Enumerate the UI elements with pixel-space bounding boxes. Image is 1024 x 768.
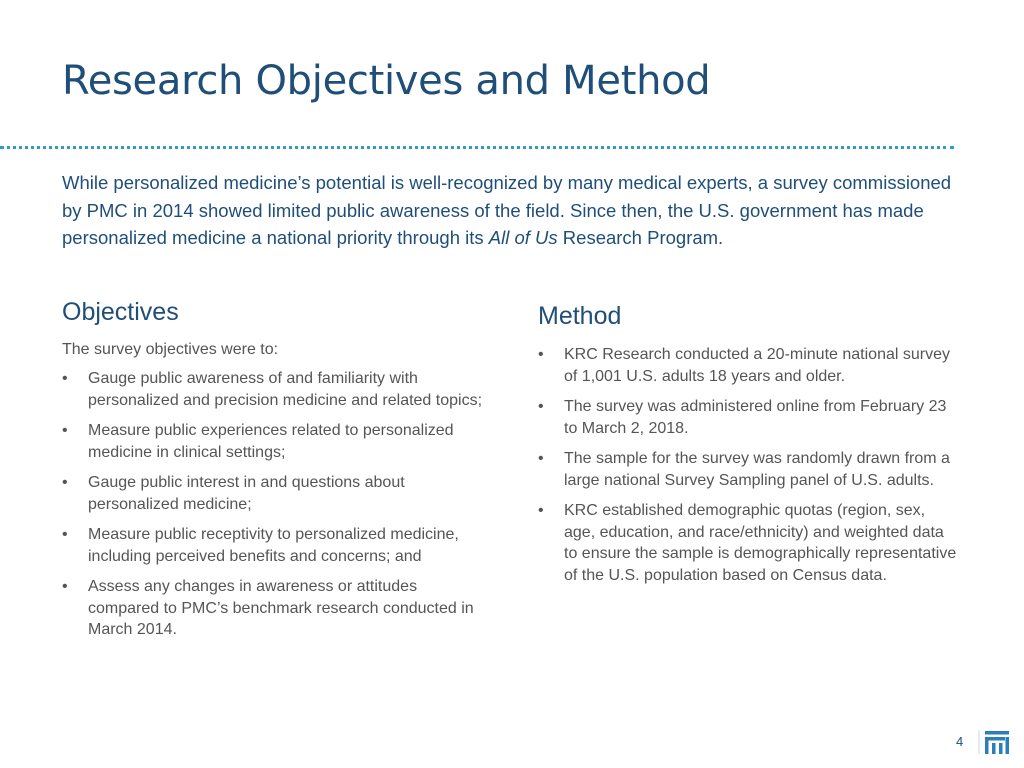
intro-paragraph (62, 169, 957, 252)
list-item (62, 368, 482, 411)
bullet: • (62, 526, 68, 543)
list-item (62, 420, 482, 463)
list-item-text: KRC Research conducted a 20-minute national survey of 1,001 U.S. adults 18 years and older. (564, 346, 950, 385)
list-item (538, 500, 958, 586)
list-item-text: KRC established demographic quotas (region, sex, age, education, and race/ethnicity) and weighted data to ensure the sample is demographically representative of the U.S. population based on Census data. (564, 502, 957, 584)
bullet: • (538, 398, 544, 415)
list-item (538, 396, 958, 439)
bullet: • (62, 578, 68, 595)
list-item (62, 576, 482, 641)
bullet: • (62, 474, 68, 491)
bullet: • (62, 422, 68, 439)
method-heading: Method (538, 302, 622, 330)
objectives-list (62, 368, 482, 650)
krc-logo-icon (978, 728, 1012, 756)
method-list (538, 344, 958, 595)
bullet: • (538, 502, 544, 519)
slide-title: Research Objectives and Method (62, 58, 711, 104)
dotted-divider (0, 146, 954, 149)
list-item-text: The sample for the survey was randomly drawn from a large national Survey Sampling panel of U.S. adults. (564, 450, 950, 489)
list-item-text: Measure public experiences related to personalized medicine in clinical settings; (88, 422, 454, 461)
list-item-text: The survey was administered online from February 23 to March 2, 2018. (564, 398, 947, 437)
list-item (538, 448, 958, 491)
objectives-lead: The survey objectives were to: (62, 341, 279, 358)
bullet: • (538, 450, 544, 467)
bullet: • (538, 346, 544, 363)
intro-italic-text: All of Us (488, 227, 558, 248)
list-item-text: Measure public receptivity to personalized medicine, including perceived benefits and concerns; and (88, 526, 459, 565)
list-item (62, 524, 482, 567)
list-item-text: Gauge public interest in and questions about personalized medicine; (88, 474, 405, 513)
list-item-text: Assess any changes in awareness or attitudes compared to PMC’s benchmark research conducted in March 2014. (88, 578, 474, 638)
list-item (62, 472, 482, 515)
list-item-text: Gauge public awareness of and familiarity with personalized and precision medicine and related topics; (88, 370, 483, 409)
list-item (538, 344, 958, 387)
intro-tail-text: Research Program. (557, 227, 724, 248)
intro-main-text: While personalized medicine’s potential is well-recognized by many medical experts, a survey commissioned by PMC in 2014 showed limited public awareness of the field. Since then, the U.S. government has made personalized medicine a national priority through its (62, 172, 952, 248)
page-number: 4 (956, 734, 964, 749)
bullet: • (62, 370, 68, 387)
objectives-heading: Objectives (62, 298, 179, 326)
